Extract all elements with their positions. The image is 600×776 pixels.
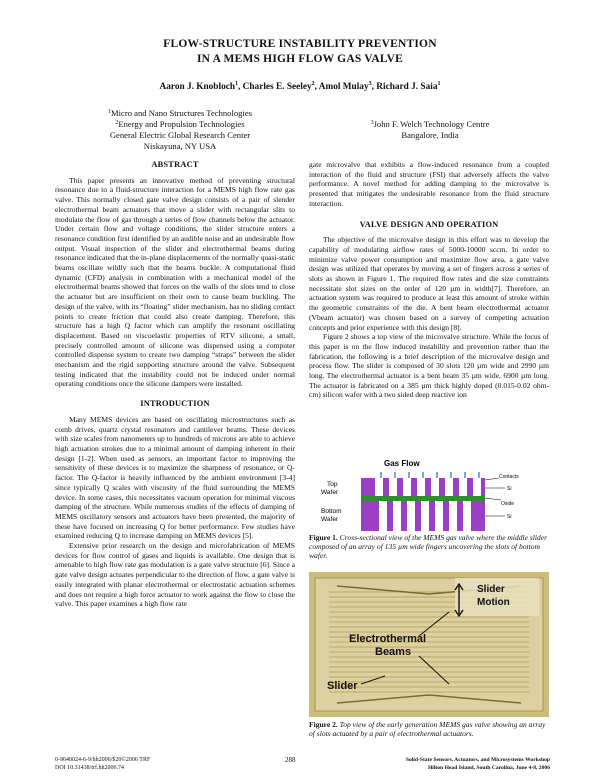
fig2-beams-label: Electrothermal xyxy=(349,633,427,645)
author-name: Amol Mulay xyxy=(318,82,369,92)
introduction-heading: INTRODUCTION xyxy=(140,399,210,409)
figure-1-caption-number: Figure 1. xyxy=(309,533,338,542)
figure-1-caption-text: Cross-sectional view of the MEMS gas valve where the middle slider composed of an array of 135 µm wide fingers uncovering the slots of bottom wafer. xyxy=(309,533,548,561)
figure-1 xyxy=(309,456,549,538)
introduction-paragraph: Extensive prior research on the design and microfabrication of MEMS devices for flow control of gases and liquids is available. One design that is amenable to high flow rate gas modulation is a gate valve structure [6]. Since a gate valve design actuates perpendicular to the direction of flow, a gate valve is easily integrated with planar electrothermal or electrostatic actuation schemes and does not require a high force actuator to work against the flow to close the valve. This paper examines a high flow rate xyxy=(55,541,295,609)
author-sup: 1 xyxy=(437,81,441,87)
fig1-si-label: Si xyxy=(507,514,512,520)
author-sup: 3 xyxy=(368,81,372,87)
affiliation-left xyxy=(55,108,305,152)
fig1-oxide-label: Oxide xyxy=(501,501,515,507)
footer-doi: DOI 10.31438/trf.hh2006.74 xyxy=(55,765,124,771)
figure-2-caption-number: Figure 2. xyxy=(309,720,338,729)
fig2-slider-label: Slider xyxy=(327,680,358,692)
author-sup: 1 xyxy=(235,81,239,87)
affiliation-line: John F. Welch Technology Centre xyxy=(373,119,490,129)
figure-2-caption-text: Top view of the early generation MEMS gas valve showing an array of slots actuated by a pair of electrothermal actuators. xyxy=(309,720,546,739)
left-column xyxy=(55,160,295,609)
fig2-slider-motion-label: Slider xyxy=(477,584,505,595)
affiliation-sup: 3 xyxy=(370,120,374,126)
right-column xyxy=(309,160,549,400)
footer-location: Hilton Head Island, South Carolina, June 4-8, 2006 xyxy=(427,765,550,771)
abstract-heading: ABSTRACT xyxy=(151,160,199,169)
figure-1-caption xyxy=(309,533,549,561)
fig1-si-label: Si xyxy=(507,486,512,492)
figure-2-caption xyxy=(309,720,549,738)
author-sup: 2 xyxy=(311,81,315,87)
affiliation-line: Niskayuna, NY USA xyxy=(143,141,217,151)
fig1-gasflow-label: Gas Flow xyxy=(384,459,420,468)
affiliation-line: General Electric Global Research Center xyxy=(109,130,251,140)
affiliation-sup: 2 xyxy=(115,120,119,126)
body-paragraph: gate microvalve that exhibits a flow-induced resonance from a coupled interaction of the fluid and structure (FSI) that adversely affects the valve performance. A novel method for adding damping to the microvalve is presented that mitigates the undesirable resonance from the fluid structure interaction. xyxy=(309,160,549,208)
figure-2 xyxy=(309,572,549,717)
affiliation-line: Micro and Nano Structures Technologies xyxy=(110,108,252,118)
fig1-top-wafer-label: Wafer xyxy=(321,489,339,496)
author-list: Aaron J. Knobloch$^1$, Charles E. Seeley$^2$, Amol Mulay$^3$, Richard J. Saia$^1$ xyxy=(159,81,441,92)
affiliation-line: Energy and Propulsion Technologies xyxy=(118,119,245,129)
footer-left xyxy=(55,756,150,772)
author-name: Richard J. Saia xyxy=(376,82,438,92)
valve-design-heading: VALVE DESIGN AND OPERATION xyxy=(359,219,499,229)
author-name: Aaron J. Knobloch xyxy=(159,82,236,92)
fig1-bottom-wafer-label: Wafer xyxy=(321,516,339,523)
fig2-beams-label: Beams xyxy=(375,646,412,658)
introduction-paragraph: Many MEMS devices are based on oscillating microstructures such as comb drives, quartz crystal resonators and cantilever beams. These devices with size scales from nanometers up to hundreds of microns are able to achieve high actuation strokes due to a minimal amount of damping inherent in their design [1-2]. When used as sensors, an important factor to improving the sensitivity of these devices is to maximize the sharpness of resonance, or Q-factor. The Q-factor is heavily influenced by the ambient environment [3-4] since typically Q scales with viscosity of the fluid surrounding the MEMS device. In some cases, this necessitates vacuum operation for minimal viscous damping of the structure. While numerous studies of the effects of damping of MEMS oscillatory sensors and actuators have been presented, the majority of these have focused on increasing Q for better performance. Few studies have examined reducing Q to increase damping on MEMS devices [5]. xyxy=(55,414,295,541)
figure-1-diagram xyxy=(309,456,549,538)
fig1-contacts-label: Contacts xyxy=(499,474,519,480)
body-paragraph: Figure 2 shows a top view of the microvalve structure. While the focus of this paper is on the flow induced instability and prevention rather than the fabrication, the following is a brief description of the microvalve design and process flow. The slider is composed of 30 slots 120 µm wide and 2990 µm long. The electrothermal actuator is a bent beam 35 µm wide, 6900 µm long. The actuator is fabricated on a 385 µm thick highly doped (0.015-0.02 ohm-cm) silicon wafer with a two sided deep reactive ion xyxy=(309,332,549,400)
fig1-top-label: Top xyxy=(327,481,338,488)
footer-isbn: 0-9640024-6-9/hh2006/$20©2006 TRF xyxy=(55,757,151,763)
figure-2-photo xyxy=(309,572,549,717)
paper-title-line1: FLOW-STRUCTURE INSTABILITY PREVENTION xyxy=(163,38,437,50)
body-paragraph: The objective of the microvalve design in this effort was to develop the capability of modulating airflow rates of 5000-10000 sccm. In order to minimize valve power consumption and maximize flow area, a gate valve design was utilized that operates by moving a set of fingers across a series of slots as shown in Figure 1. The required flow rates and die size constraints necessitate slot sizes on the order of 120 µm in width[7]. Therefore, an actuation system was required to produce at least this amount of stroke within the geometric constraints of the die. A bent beam electrothermal actuator (Vbeam actuator) was chosen based on a survey of competing actuation concepts and prior experience with this design [8]. xyxy=(309,235,549,332)
affiliation-line: Bangalore, India xyxy=(401,130,459,140)
page-number: 288 xyxy=(285,756,296,764)
footer-right xyxy=(380,756,550,772)
affiliation-sup: 1 xyxy=(107,109,111,115)
author-name: Charles E. Seeley xyxy=(242,82,312,92)
footer-conference: Solid-State Sensors, Actuators, and Microsystems Workshop xyxy=(405,757,550,763)
fig1-callout-lines xyxy=(485,478,505,516)
abstract-text: This paper presents an innovative method of preventing structural resonance due to a fluid-structure interaction for a MEMS high flow rate gas valve. This normally closed gate valve design consists of a pair of slender electrothermal beam actuators that move a slider with rectangular slits to modulate the flow of gas through a series of flow channels below the actuator. Under certain flow and voltage conditions, the slider structure enters a resonance condition first identified by an audible noise and an undesirable flow output. Visual inspection of the slider and electrothermal beams during resonance indicated that the in-plane displacements of the normally quasi-static beams oscillate wildly such that the beams buckle. A computational fluid dynamic (CFD) analysis in combination with a mechanical model of the electrothermal beams showed that forces on the walls of the slots tend to close the actuator but are insufficient on their own to cause beam buckling. The design of the valve, with its “floating” slider mechanism, has no sliding contact points to create friction that could also create damping. Therefore, this structure has a high Q factor which can amplify the resonant oscillating displacement. Based on viscoelastic properties of RTV silicone, a small, precisely controlled amount of silicone was dispensed using a computer controlled dispense system to create two damping “straps” between the slider mechanism and the rigid supporting structure around the valve. Subsequent testing indicated that the instability could not be induced under normal operating conditions once the silicone dampers were installed. xyxy=(55,175,295,389)
paper-title-line2: IN A MEMS HIGH FLOW GAS VALVE xyxy=(196,53,404,65)
fig1-bottom-label: Bottom xyxy=(321,508,342,515)
fig2-slider-motion-label: Motion xyxy=(477,597,510,608)
slider-layer xyxy=(361,496,485,501)
affiliation-right xyxy=(320,119,540,141)
